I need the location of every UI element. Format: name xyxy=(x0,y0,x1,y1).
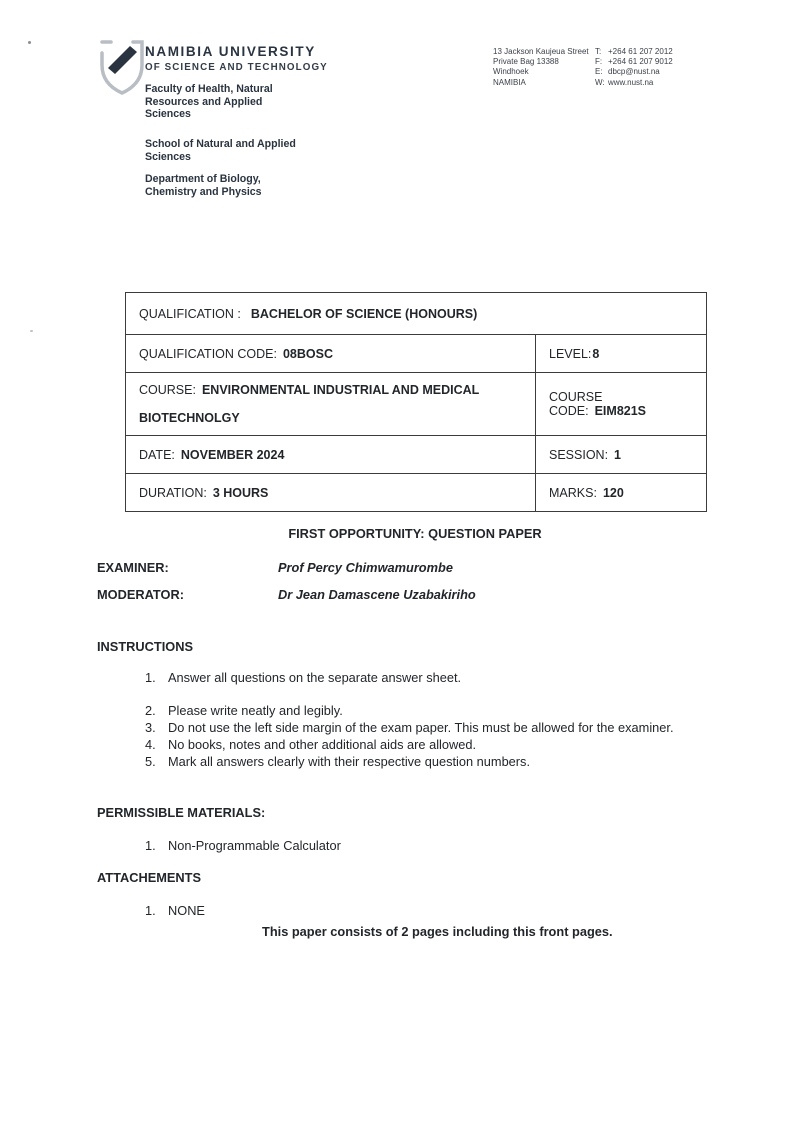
university-contacts xyxy=(595,47,673,88)
university-name-line2: OF SCIENCE AND TECHNOLOGY xyxy=(145,62,328,73)
department-name: Department of Biology, Chemistry and Physics xyxy=(145,173,262,198)
marks-cell: MARKS: 120 xyxy=(535,474,706,511)
table-row-code-level xyxy=(126,334,706,372)
table-row-date-session xyxy=(126,435,706,473)
nust-logo-shield-icon xyxy=(96,39,148,97)
instruction-item: 5. Mark all answers clearly with their respective question numbers. xyxy=(145,754,531,769)
permissible-material-item: 1. Non-Programmable Calculator xyxy=(145,838,341,853)
moderator-name: Dr Jean Damascene Uzabakiriho xyxy=(278,587,476,602)
examiner-name: Prof Percy Chimwamurombe xyxy=(278,560,453,575)
attachment-item: 1. NONE xyxy=(145,903,205,918)
instruction-item: 3. Do not use the left side margin of the exam paper. This must be allowed for the examiner. xyxy=(145,720,674,735)
course-cell: COURSE: ENVIRONMENTAL INDUSTRIAL AND MEDICAL BIOTECHNOLGY xyxy=(139,383,480,425)
examiner-row xyxy=(97,560,453,575)
table-row-duration-marks xyxy=(126,473,706,511)
permissible-materials-heading: PERMISSIBLE MATERIALS: xyxy=(97,805,266,820)
moderator-row xyxy=(97,587,476,602)
university-name xyxy=(145,44,328,73)
school-name: School of Natural and Applied Sciences xyxy=(145,138,296,163)
scan-artifact-dot xyxy=(28,41,31,44)
contact-fax: F: +264 61 207 9012 xyxy=(595,57,673,67)
contact-email: E: dbcp@nust.na xyxy=(595,67,660,77)
university-name-line1: NAMIBIA UNIVERSITY xyxy=(145,44,316,59)
university-address: 13 Jackson Kaujeua Street Private Bag 13388 Windhoek NAMIBIA xyxy=(493,47,589,87)
exam-info-table xyxy=(125,292,707,512)
qualification-cell: QUALIFICATION : BACHELOR OF SCIENCE (HONOURS) xyxy=(139,306,478,321)
instructions-heading: INSTRUCTIONS xyxy=(97,639,193,654)
instruction-item: 1. Answer all questions on the separate answer sheet. xyxy=(145,670,462,685)
instructions-list xyxy=(145,670,757,771)
instruction-item: 2. Please write neatly and legibly. xyxy=(145,703,343,718)
scan-artifact-dot xyxy=(30,330,33,332)
attachments-heading: ATTACHEMENTS xyxy=(97,870,202,885)
duration-cell: DURATION: 3 HOURS xyxy=(139,485,269,500)
contact-phone: T: +264 61 207 2012 xyxy=(595,47,673,56)
moderator-label: MODERATOR: xyxy=(97,587,184,602)
level-cell: LEVEL:8 xyxy=(535,335,706,372)
session-cell: SESSION: 1 xyxy=(535,436,706,473)
course-code-cell: COURSE CODE: EIM821S xyxy=(535,373,706,435)
faculty-name: Faculty of Health, Natural Resources and Applied Sciences xyxy=(145,83,273,121)
contact-website: W: www.nust.na xyxy=(595,77,654,87)
examiner-label: EXAMINER: xyxy=(97,560,169,575)
table-row-course xyxy=(126,372,706,435)
date-cell: DATE: NOVEMBER 2024 xyxy=(139,447,285,462)
instruction-item: 4. No books, notes and other additional aids are allowed. xyxy=(145,737,477,752)
qualification-code-cell: QUALIFICATION CODE: 08BOSC xyxy=(139,346,334,361)
table-row-qualification xyxy=(126,293,706,334)
paper-title: FIRST OPPORTUNITY: QUESTION PAPER xyxy=(288,526,542,541)
page-count-note: This paper consists of 2 pages including this front pages. xyxy=(262,924,613,939)
